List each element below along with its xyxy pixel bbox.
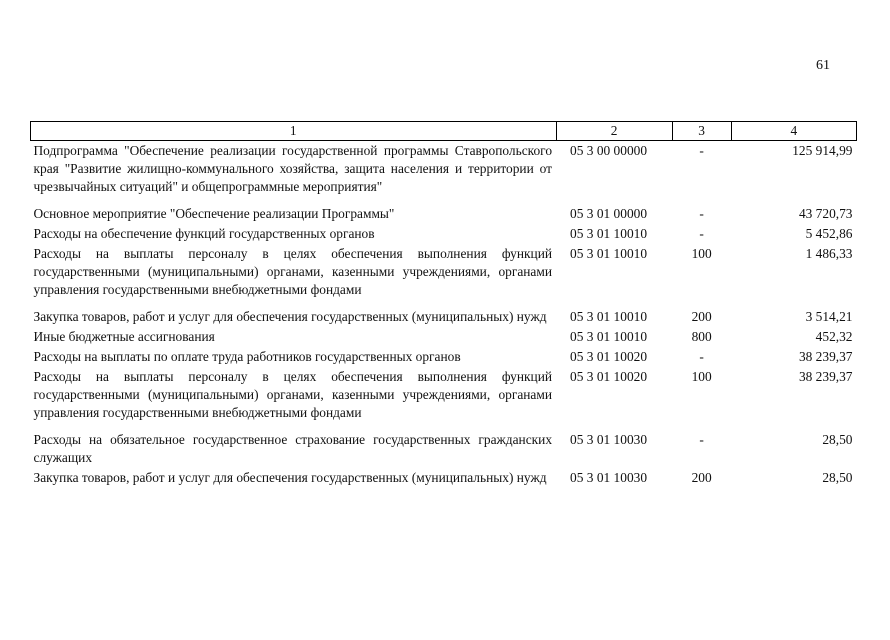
row-name: Основное мероприятие "Обеспечение реализации Программы" <box>33 206 395 221</box>
column-header-1: 1 <box>31 122 557 141</box>
row-name: Иные бюджетные ассигнования <box>33 329 215 344</box>
row-name: Закупка товаров, работ и услуг для обеспечения государственных (муниципальных) нужд <box>33 470 547 485</box>
page-number: 61 <box>816 58 830 73</box>
row-type: - <box>699 206 704 221</box>
row-type: 200 <box>691 470 712 485</box>
row-type: 200 <box>691 309 712 324</box>
row-name: Закупка товаров, работ и услуг для обеспечения государственных (муниципальных) нужд <box>33 309 547 324</box>
row-code: 05 3 01 10010 <box>570 309 648 324</box>
row-amount: 3 514,21 <box>805 309 853 324</box>
row-amount: 38 239,37 <box>798 349 853 364</box>
table-row <box>31 224 857 244</box>
column-header-3: 3 <box>672 122 731 141</box>
row-amount: 38 239,37 <box>798 369 853 384</box>
table-row <box>31 367 857 430</box>
row-type: - <box>699 432 704 447</box>
row-type: 800 <box>691 329 712 344</box>
row-code: 05 3 01 10030 <box>570 432 648 447</box>
row-name: Расходы на выплаты персоналу в целях обеспечения выполнения функций государственными (муниципальными) органами, казенными учреждениями, органами управления государственными внебюджетными фондами <box>33 246 553 297</box>
header-row <box>31 122 857 141</box>
table-row <box>31 430 857 468</box>
table-row <box>31 307 857 327</box>
row-name: Расходы на обеспечение функций государственных органов <box>33 226 375 241</box>
table-row <box>31 204 857 224</box>
row-type: - <box>699 143 704 158</box>
row-amount: 28,50 <box>822 470 853 485</box>
budget-table <box>30 121 857 488</box>
table-row <box>31 244 857 307</box>
row-type: - <box>699 226 704 241</box>
row-name: Расходы на обязательное государственное страхование государственных гражданских служащих <box>33 432 553 465</box>
row-code: 05 3 01 10030 <box>570 470 648 485</box>
row-type: 100 <box>691 246 712 261</box>
table-row <box>31 347 857 367</box>
row-code: 05 3 00 00000 <box>570 143 648 158</box>
row-code: 05 3 01 10010 <box>570 226 648 241</box>
row-type: - <box>699 349 704 364</box>
row-name: Расходы на выплаты персоналу в целях обеспечения выполнения функций государственными (муниципальными) органами, казенными учреждениями, органами управления государственными внебюджетными фондами <box>33 369 553 420</box>
column-header-4: 4 <box>731 122 856 141</box>
row-code: 05 3 01 10020 <box>570 349 648 364</box>
row-code: 05 3 01 10020 <box>570 369 648 384</box>
row-name: Расходы на выплаты по оплате труда работников государственных органов <box>33 349 461 364</box>
row-amount: 1 486,33 <box>805 246 853 261</box>
table-row <box>31 468 857 488</box>
row-amount: 5 452,86 <box>805 226 853 241</box>
row-amount: 43 720,73 <box>798 206 853 221</box>
row-amount: 125 914,99 <box>792 143 853 158</box>
row-amount: 28,50 <box>822 432 853 447</box>
table-row <box>31 327 857 347</box>
row-amount: 452,32 <box>815 329 853 344</box>
row-type: 100 <box>691 369 712 384</box>
row-code: 05 3 01 10010 <box>570 329 648 344</box>
row-code: 05 3 01 00000 <box>570 206 648 221</box>
table-row <box>31 141 857 205</box>
column-header-2: 2 <box>556 122 672 141</box>
row-name: Подпрограмма "Обеспечение реализации государственной программы Ставропольского края "Развитие жилищно-коммунального хозяйства, защита населения и территории от чрезвычайных ситуаций" и общепрограммные мероприятия" <box>33 143 553 194</box>
row-code: 05 3 01 10010 <box>570 246 648 261</box>
